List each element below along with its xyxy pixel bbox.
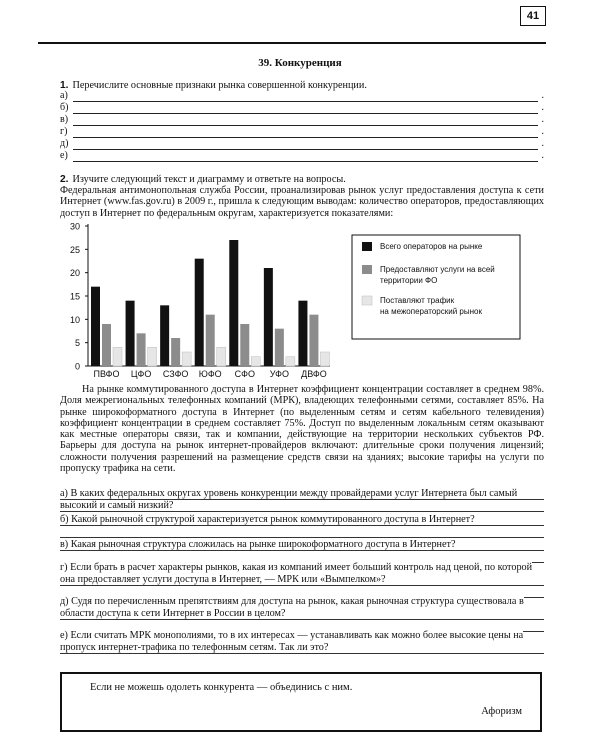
y-tick-label: 20 <box>69 268 80 279</box>
legend-label-1: Всего операторов на рынке <box>380 242 483 251</box>
y-tick-label: 10 <box>69 314 80 325</box>
question-2 <box>60 174 544 186</box>
answer-line-end: . <box>541 114 544 125</box>
bar-ЮФО-series-2 <box>206 315 215 366</box>
y-tick-label: 0 <box>74 361 80 372</box>
x-tick-label: ДВФО <box>301 369 327 379</box>
bar-ЦФО-series-3 <box>148 347 157 366</box>
legend-label-2: территории ФО <box>380 276 438 285</box>
x-tick-label: ПВФО <box>93 369 120 379</box>
x-tick-label: СФО <box>234 369 255 379</box>
bar-СФО-series-3 <box>251 357 260 366</box>
bar-СЗФО-series-2 <box>171 338 180 366</box>
answer-line-end: . <box>541 90 544 101</box>
answer-rule[interactable] <box>60 619 544 620</box>
answer-label: а) <box>60 90 68 101</box>
x-tick-label: ЦФО <box>130 369 152 379</box>
bar-СЗФО-series-1 <box>160 305 169 366</box>
bar-ПВФО-series-2 <box>102 324 111 366</box>
answer-label: в) <box>60 114 69 125</box>
question-1-number: 1. <box>60 80 69 91</box>
legend-swatch-2 <box>362 265 372 274</box>
y-tick-label: 15 <box>69 291 80 302</box>
x-tick-label: СЗФО <box>162 369 189 379</box>
subquestion-e: е) Если считать МРК монополиями, то в их интересах — устанавливать как можно более высокие цены на пропуск интернет-трафика по телефонным сетям. Так ли это? <box>60 630 544 654</box>
bar-ЮФО-series-3 <box>217 347 226 366</box>
bar-ЮФО-series-1 <box>195 259 204 366</box>
answer-rule[interactable] <box>60 550 544 551</box>
bar-УФО-series-2 <box>275 329 284 366</box>
question-2-text: Изучите следующий текст и диаграмму и ответьте на вопросы. <box>72 174 346 185</box>
answer-label: е) <box>60 150 68 161</box>
aphorism-text: Если не можешь одолеть конкурента — объединись с ним. <box>90 682 353 693</box>
legend-label-3: на межоператорский рынок <box>380 307 482 316</box>
bar-СФО-series-1 <box>229 240 238 366</box>
y-tick-label: 30 <box>69 221 80 232</box>
subquestion-g: г) Если брать в расчет характеры рынков, какая из компаний имеет больший контроль над ценой, по которой она предоставляет услуги доступа в Интернет, — МРК или «Вымпелком»? <box>60 562 544 586</box>
answer-line-end: . <box>541 126 544 137</box>
x-tick-label: УФО <box>269 369 289 379</box>
question-1-text: Перечислите основные признаки рынка совершенной конкуренции. <box>72 80 367 91</box>
answer-rule[interactable] <box>60 585 544 586</box>
page-title: 39. Конкуренция <box>258 57 342 69</box>
answer-line-end: . <box>541 138 544 149</box>
question-2-number: 2. <box>60 174 69 185</box>
bar-УФО-series-3 <box>286 357 295 366</box>
bar-ЦФО-series-1 <box>126 301 135 366</box>
y-tick-label: 25 <box>69 244 80 255</box>
bar-СЗФО-series-3 <box>182 352 191 366</box>
answer-label: д) <box>60 138 69 149</box>
bar-ДВФО-series-1 <box>298 301 307 366</box>
bar-СФО-series-2 <box>240 324 249 366</box>
question-2-intro: Федеральная антимонопольная служба России, проанализировав рынок услуг предоставления доступа к сети Интернет (www.fas.gov.ru) в 2009 г., пришла к следующим выводам: количество операторов, предоставляющих доступ в Интернет по федеральным округам, характеризуется показателями: <box>60 185 544 219</box>
answer-line-end: . <box>541 150 544 161</box>
answer-rule[interactable] <box>60 511 544 512</box>
answer-label: г) <box>60 126 68 137</box>
answer-rule[interactable] <box>60 537 544 538</box>
answer-line-g[interactable] <box>60 128 544 138</box>
aphorism-box <box>60 672 542 732</box>
subquestion-v: в) Какая рыночная структура сложилась на рынке широкоформатного доступа в Интернет? <box>60 539 544 551</box>
bar-ДВФО-series-2 <box>309 315 318 366</box>
x-tick-label: ЮФО <box>198 369 222 379</box>
bar-ПВФО-series-1 <box>91 287 100 366</box>
question-1 <box>60 80 544 92</box>
answer-line-e[interactable] <box>60 152 544 162</box>
answer-rule[interactable] <box>60 525 544 526</box>
answer-label: б) <box>60 102 69 113</box>
answer-rule[interactable] <box>60 653 544 654</box>
answer-line-a[interactable] <box>60 92 544 102</box>
aphorism-label: Афоризм <box>481 706 522 717</box>
subquestion-b: б) Какой рыночной структурой характеризуется рынок коммутированного доступа в Интернет? <box>60 514 544 526</box>
answer-line-d[interactable] <box>60 140 544 150</box>
answer-line-v[interactable] <box>60 116 544 126</box>
bar-ПВФО-series-3 <box>113 347 122 366</box>
y-tick-label: 5 <box>74 338 80 349</box>
bar-ДВФО-series-3 <box>320 352 329 366</box>
subquestion-d: д) Судя по перечисленным препятствиям для доступа на рынок, какая рыночная структура существовала в области доступа к сети Интернет в России в целом? <box>60 596 544 620</box>
answer-line-end: . <box>541 102 544 113</box>
bar-ЦФО-series-2 <box>137 333 146 366</box>
legend-label-3: Поставляют трафик <box>380 296 455 305</box>
answer-line-b[interactable] <box>60 104 544 114</box>
legend-label-2: Предоставляют услуги на всей <box>380 265 495 274</box>
bar-УФО-series-1 <box>264 268 273 366</box>
body-text: На рынке коммутированного доступа в Интернет коэффициент концентрации составляет в среднем 98%. Доля межрегиональных телефонных компаний (МРК), владеющих телефонными сетями, составляет 85%. На рынке широкоформатного доступа в Интернет (по выделенным сетям и сетям кабельного телевидения) коэффициент концентрации в среднем составляет 75%. Доступ по выделенным локальным сетям оказывают как местные операторы связи, так и компании, действующие на территории нескольких субъектов РФ. Барьеры для доступа на рынок интернет-провайдеров включают: длительные сроки получения лицензий; сложности получения разрешений на размещение средств связи на зданиях; высокие тарифы на услуги по пропуску трафика на сети. <box>60 384 544 475</box>
top-divider <box>38 42 546 44</box>
legend-swatch-1 <box>362 242 372 251</box>
operators-bar-chart <box>0 215 600 385</box>
subquestion-a: а) В каких федеральных округах уровень конкуренции между провайдерами услуг Интернета был самый высокий и самый низкий? <box>60 488 544 512</box>
page-number: 41 <box>520 6 546 26</box>
legend-swatch-3 <box>362 296 372 305</box>
